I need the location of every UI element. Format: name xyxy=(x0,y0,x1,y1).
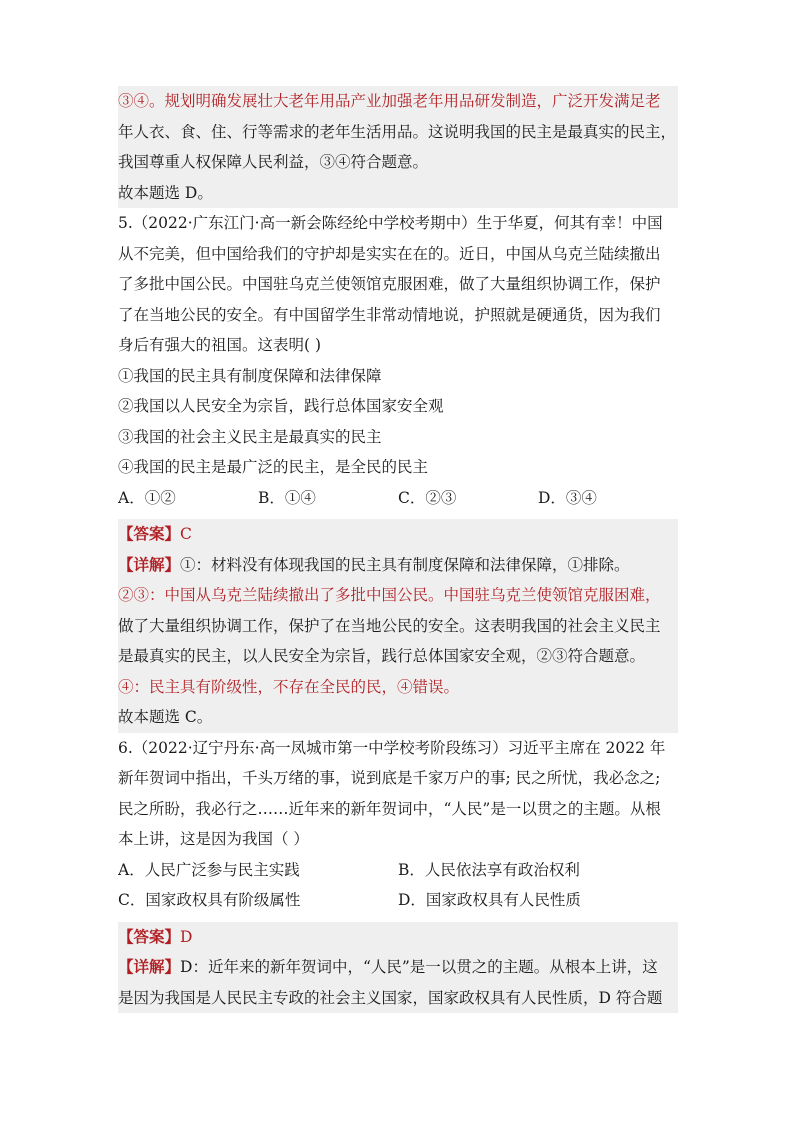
prev-answer-block xyxy=(118,86,678,208)
q6-answer-value: D xyxy=(180,927,193,946)
q5-option-c: C．②③ xyxy=(398,488,457,507)
q5-stem-line: 身后有强大的祖国。这表明( ) xyxy=(118,336,322,354)
q6-option-d: D．国家政权具有人民性质 xyxy=(398,891,581,909)
detail-tag: 【详解】 xyxy=(118,554,181,574)
q6-stem-line: 6.（2022·辽宁丹东·高一凤城市第一中学校考阶段练习）习近平主席在 2022 年 xyxy=(118,738,666,757)
q5-option-a: A．①② xyxy=(118,488,176,507)
q5-detail-line: ②③：中国从乌克兰陆续撤出了多批中国公民。中国驻乌克兰使领馆克服困难， xyxy=(118,586,661,604)
q5-detail-line: ④：民主具有阶级性，不存在全民的民，④错误。 xyxy=(118,677,460,696)
q5-stem-line: 5.（2022·广东江门·高一新会陈经纶中学校考期中）生于华夏，何其有幸！中国 xyxy=(118,214,663,232)
q5-statement: ②我国以人民安全为宗旨，践行总体国家安全观 xyxy=(118,397,444,415)
q5-detail-text: ①：材料没有体现我国的民主具有制度保障和法律保障，①排除。 xyxy=(180,555,630,574)
q5-detail-line xyxy=(118,550,678,581)
q5-option-b: B．①④ xyxy=(258,488,316,507)
prev-answer-conclusion: 故本题选 D。 xyxy=(118,183,213,202)
q6-stem-line: 民之所盼，我必行之……近年来的新年贺词中，“人民”是一以贯之的主题。从根 xyxy=(118,799,661,818)
q6-detail-line: 是因为我国是人民民主专政的社会主义国家，国家政权具有人民性质，D 符合题 xyxy=(118,988,663,1007)
q5-stem-line: 了在当地公民的安全。有中国留学生非常动情地说，护照就是硬通货，因为我们 xyxy=(118,305,661,324)
q5-stem-line: 了多批中国公民。中国驻乌克兰使领馆克服困难，做了大量组织协调工作，保护 xyxy=(118,275,661,293)
q6-stem-line: 本上讲，这是因为我国（ ） xyxy=(118,830,309,848)
prev-answer-line: 我国尊重人权保障人民利益，③④符合题意。 xyxy=(118,153,429,171)
q5-statement: ①我国的民主具有制度保障和法律保障 xyxy=(118,366,382,385)
q6-option-b: B．人民依法享有政治权利 xyxy=(398,860,580,879)
q6-stem-line: 新年贺词中指出，千头万绪的事，说到底是千家万户的事; 民之所忧，我必念之; xyxy=(118,769,661,787)
q5-conclusion: 故本题选 C。 xyxy=(118,708,213,726)
q6-detail-text: D：近年来的新年贺词中，“人民”是一以贯之的主题。从根本上讲，这 xyxy=(180,958,658,976)
prev-answer-line: ③④。规划明确发展壮大老年用品产业加强老年用品研发制造，广泛开发满足老 xyxy=(118,92,661,110)
question-5 xyxy=(118,208,678,513)
q6-answer-block xyxy=(118,922,678,1014)
answer-tag: 【答案】 xyxy=(118,926,181,946)
q6-option-c: C．国家政权具有阶级属性 xyxy=(118,891,301,909)
q6-options-row xyxy=(118,885,678,916)
q6-answer-line xyxy=(118,922,678,953)
q5-stem-line: 从不完美，但中国给我们的守护却是实实在在的。近日，中国从乌克兰陆续撤出 xyxy=(118,244,661,263)
q5-answer-line xyxy=(118,519,678,550)
answer-tag: 【答案】 xyxy=(118,524,181,543)
q5-options xyxy=(118,483,678,514)
q5-option-d: D．③④ xyxy=(538,488,597,507)
q6-option-a: A．人民广泛参与民主实践 xyxy=(118,860,300,879)
q5-answer-value: C xyxy=(180,525,192,543)
question-6 xyxy=(118,733,678,916)
q5-detail-line: 是最真实的民主，以人民安全为宗旨，践行总体国家安全观，②③符合题意。 xyxy=(118,647,646,665)
q5-detail-line: 做了大量组织协调工作，保护了在当地公民的安全。这表明我国的社会主义民主 xyxy=(118,616,661,635)
detail-tag: 【详解】 xyxy=(118,957,181,976)
prev-answer-line: 年人衣、食、住、行等需求的老年生活用品。这说明我国的民主是最真实的民主， xyxy=(118,122,677,141)
q6-options-row xyxy=(118,855,678,886)
q6-detail-line xyxy=(118,952,678,983)
q5-answer-block xyxy=(118,519,678,733)
q5-statement: ④我国的民主是最广泛的民主，是全民的民主 xyxy=(118,458,429,476)
q5-statement: ③我国的社会主义民主是最真实的民主 xyxy=(118,427,382,446)
document-page xyxy=(118,86,678,1013)
